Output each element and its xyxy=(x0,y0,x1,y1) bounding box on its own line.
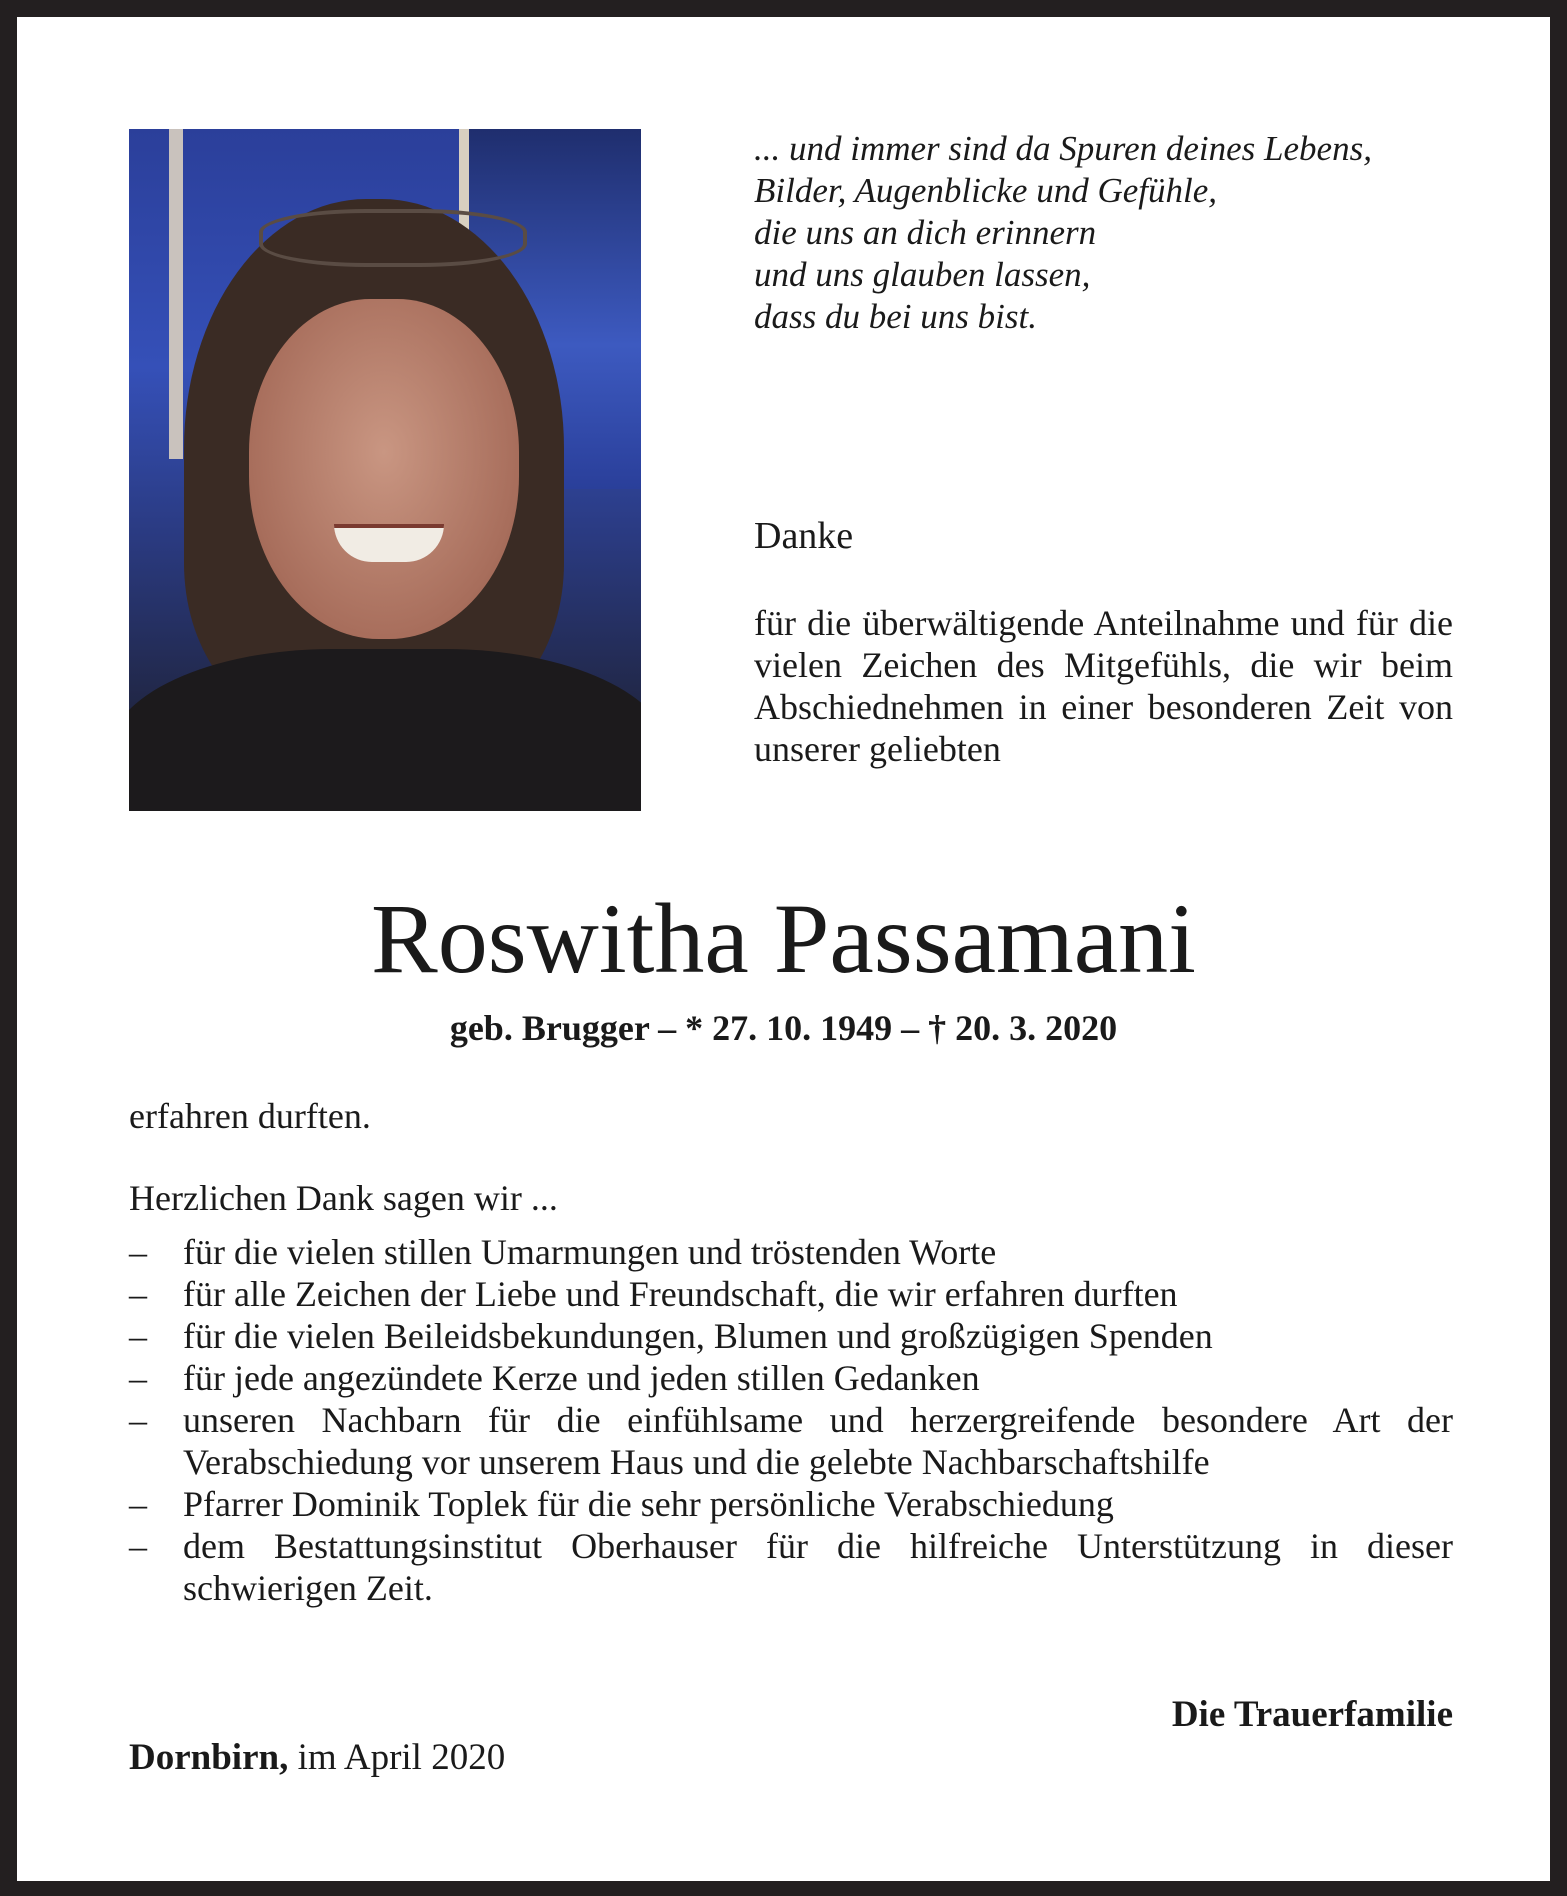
thanks-paragraph: für die überwältigende Anteilnahme und für die vielen Zeichen des Mitgefühls, die wir beim Abschiednehmen in einer besonderen Zeit von unserer geliebten xyxy=(754,603,1453,769)
continuation-text: erfahren durften. xyxy=(129,1096,371,1136)
list-item: – für alle Zeichen der Liebe und Freundschaft, die wir erfahren durften xyxy=(129,1274,1178,1314)
list-item: – für die vielen stillen Umarmungen und tröstenden Worte xyxy=(129,1232,997,1272)
portrait-photo xyxy=(129,129,641,811)
quote-line: ... und immer sind da Spuren deines Lebens, xyxy=(754,129,1372,168)
obituary-page xyxy=(17,17,1550,1881)
quote-line: dass du bei uns bist. xyxy=(754,297,1037,336)
signature: Die Trauerfamilie xyxy=(1171,1694,1453,1735)
list-item: – dem Bestattungsinstitut Oberhauser für die hilfreiche Unterstützung in dieser schwierigen Zeit. xyxy=(129,1526,1453,1608)
memorial-quote xyxy=(754,128,1372,338)
birth-death-dates: geb. Brugger – * 27. 10. 1949 – † 20. 3. 2020 xyxy=(449,1008,1118,1048)
date: im April 2020 xyxy=(297,1737,506,1778)
list-item: – für die vielen Beileidsbekundungen, Blumen und großzügigen Spenden xyxy=(129,1316,1213,1356)
place: Dornbirn, xyxy=(129,1737,289,1778)
list-item: – unseren Nachbarn für die einfühlsame und herzergreifende besondere Art der Verabschiedung vor unserem Haus und die gelebte Nachbarschaftshilfe xyxy=(129,1400,1453,1482)
quote-line: die uns an dich erinnern xyxy=(754,213,1097,252)
place-date xyxy=(129,1736,505,1779)
quote-line: Bilder, Augenblicke und Gefühle, xyxy=(754,171,1217,210)
thanks-heading: Danke xyxy=(754,515,854,557)
thanks-intro: Herzlichen Dank sagen wir ... xyxy=(129,1178,558,1218)
deceased-name: Roswitha Passamani xyxy=(371,883,1196,994)
thanks-list xyxy=(129,1231,1453,1609)
quote-line: und uns glauben lassen, xyxy=(754,255,1091,294)
list-item: – Pfarrer Dominik Toplek für die sehr persönliche Verabschiedung xyxy=(129,1484,1114,1524)
list-item: – für jede angezündete Kerze und jeden stillen Gedanken xyxy=(129,1358,980,1398)
